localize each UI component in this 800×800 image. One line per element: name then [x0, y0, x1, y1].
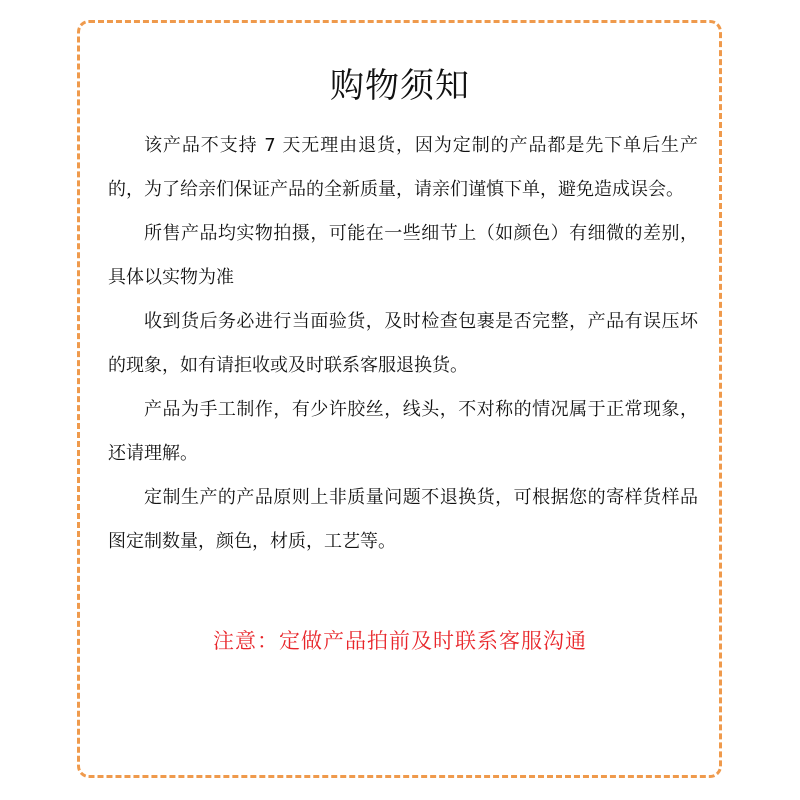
- paragraph-handmade: 产品为手工制作，有少许胶丝，线头，不对称的情况属于正常现象，还请理解。: [108, 399, 698, 464]
- paragraph-custom-production: 定制生产的产品原则上非质量问题不退换货，可根据您的寄样货样品图定制数量，颜色，材质，工艺等。: [108, 487, 698, 552]
- paragraph-inspect-delivery: 收到货后务必进行当面验货，及时检查包裹是否完整，产品有误压坏的现象，如有请拒收或及时联系客服退换货。: [108, 311, 698, 376]
- paragraph-no-return: 该产品不支持 7 天无理由退货，因为定制的产品都是先下单后生产的，为了给亲们保证产品的全新质量，请亲们谨慎下单，避免造成误会。: [108, 135, 698, 200]
- page-title: 购物须知: [330, 66, 470, 106]
- notice-content: [108, 124, 698, 564]
- attention-notice: 注意：定做产品拍前及时联系客服沟通: [213, 629, 587, 653]
- paragraph-photo-difference: 所售产品均实物拍摄，可能在一些细节上（如颜色）有细微的差别，具体以实物为准: [108, 223, 698, 288]
